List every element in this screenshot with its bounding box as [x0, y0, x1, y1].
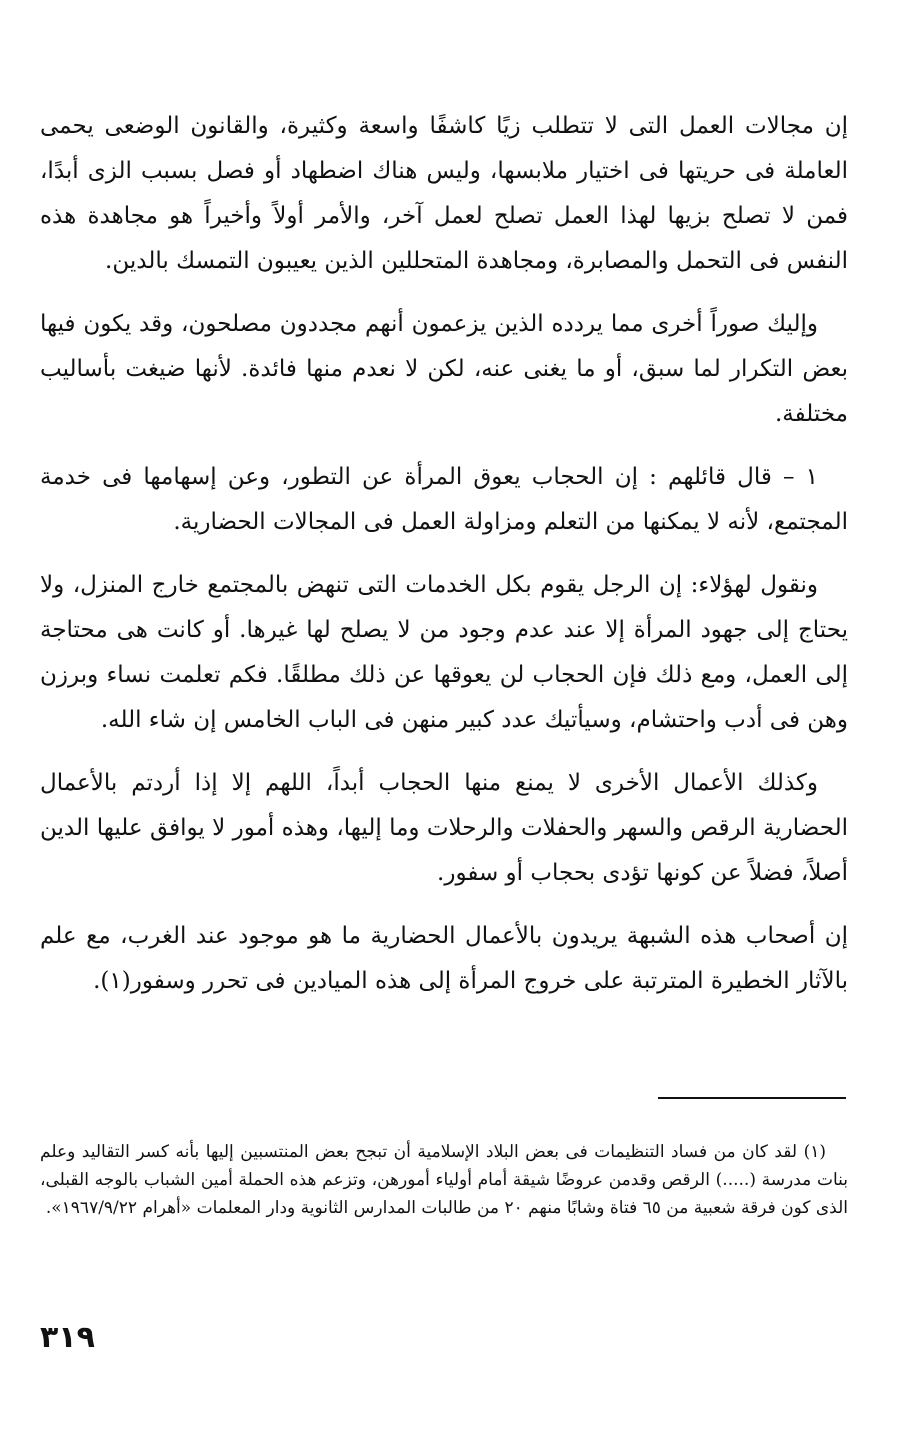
paragraph-2: وإليك صوراً أخرى مما يردده الذين يزعمون أنهم مجددون مصلحون، وقد يكون فيها بعض التكرار لما سبق، أو ما يغنى عنه، لكن لا نعدم منها فائدة. لأنها ضيغت بأساليب مختلفة.: [40, 311, 848, 427]
page-number: ٣١٩: [40, 1320, 95, 1355]
footnote-separator: [658, 1097, 846, 1099]
paragraph-4: ونقول لهؤلاء: إن الرجل يقوم بكل الخدمات التى تنهض بالمجتمع خارج المنزل، ولا يحتاج إلى جهود المرأة إلا عند عدم وجود من لا يصلح لها غيرها. أو كانت هى محتاجة إلى العمل، ومع ذلك فإن الحجاب لن يعوقها عن ذلك مطلقًا. فكم تعلمت نساء وبرزن وهن فى أدب واحتشام، وسيأتيك عدد كبير منهن فى الباب الخامس إن شاء الله.: [40, 572, 848, 733]
footnotes: [40, 1138, 848, 1222]
paragraph-3: ١ – قال قائلهم : إن الحجاب يعوق المرأة عن التطور، وعن إسهامها فى خدمة المجتمع، لأنه لا يمكنها من التعلم ومزاولة العمل فى المجالات الحضارية.: [40, 464, 848, 535]
paragraph-5: وكذلك الأعمال الأخرى لا يمنع منها الحجاب أبداً، اللهم إلا إذا أردتم بالأعمال الحضارية الرقص والسهر والحفلات والرحلات وما إليها، وهذه أمور لا يوافق عليها الدين أصلاً، فضلاً عن كونها تؤدى بحجاب أو سفور.: [40, 770, 848, 886]
main-text: [40, 104, 848, 1022]
paragraph-1: إن مجالات العمل التى لا تتطلب زيًا كاشفًا واسعة وكثيرة، والقانون الوضعى يحمى العاملة فى حريتها فى اختيار ملابسها، وليس هناك اضطهاد أو فصل بسبب الزى أبدًا، فمن لا تصلح بزيها لهذا العمل تصلح لعمل آخر، والأمر أولاً وأخيراً هو مجاهدة هذه النفس فى التحمل والمصابرة، ومجاهدة المتحللين الذين يعيبون التمسك بالدين.: [40, 113, 848, 274]
footnote-1: (١) لقد كان من فساد التنظيمات فى بعض البلاد الإسلامية أن تبجح بعض المنتسبين إليها بأنه كسر التقاليد وعلم بنات مدرسة (.....) الرقص وقدمن عروضًا شيقة أمام أولياء أمورهن، وتزعم هذه الحملة أمين الشباب بالوجه القبلى، الذى كون فرقة شعبية من ٦٥ فتاة وشابًا منهم ٢٠ من طالبات المدارس الثانوية ودار المعلمات «أهرام ١٩٦٧/٩/٢٢».: [40, 1142, 848, 1218]
paragraph-6: إن أصحاب هذه الشبهة يريدون بالأعمال الحضارية ما هو موجود عند الغرب، مع علم بالآثار الخطيرة المترتبة على خروج المرأة إلى هذه الميادين فى تحرر وسفور(١).: [40, 923, 848, 994]
